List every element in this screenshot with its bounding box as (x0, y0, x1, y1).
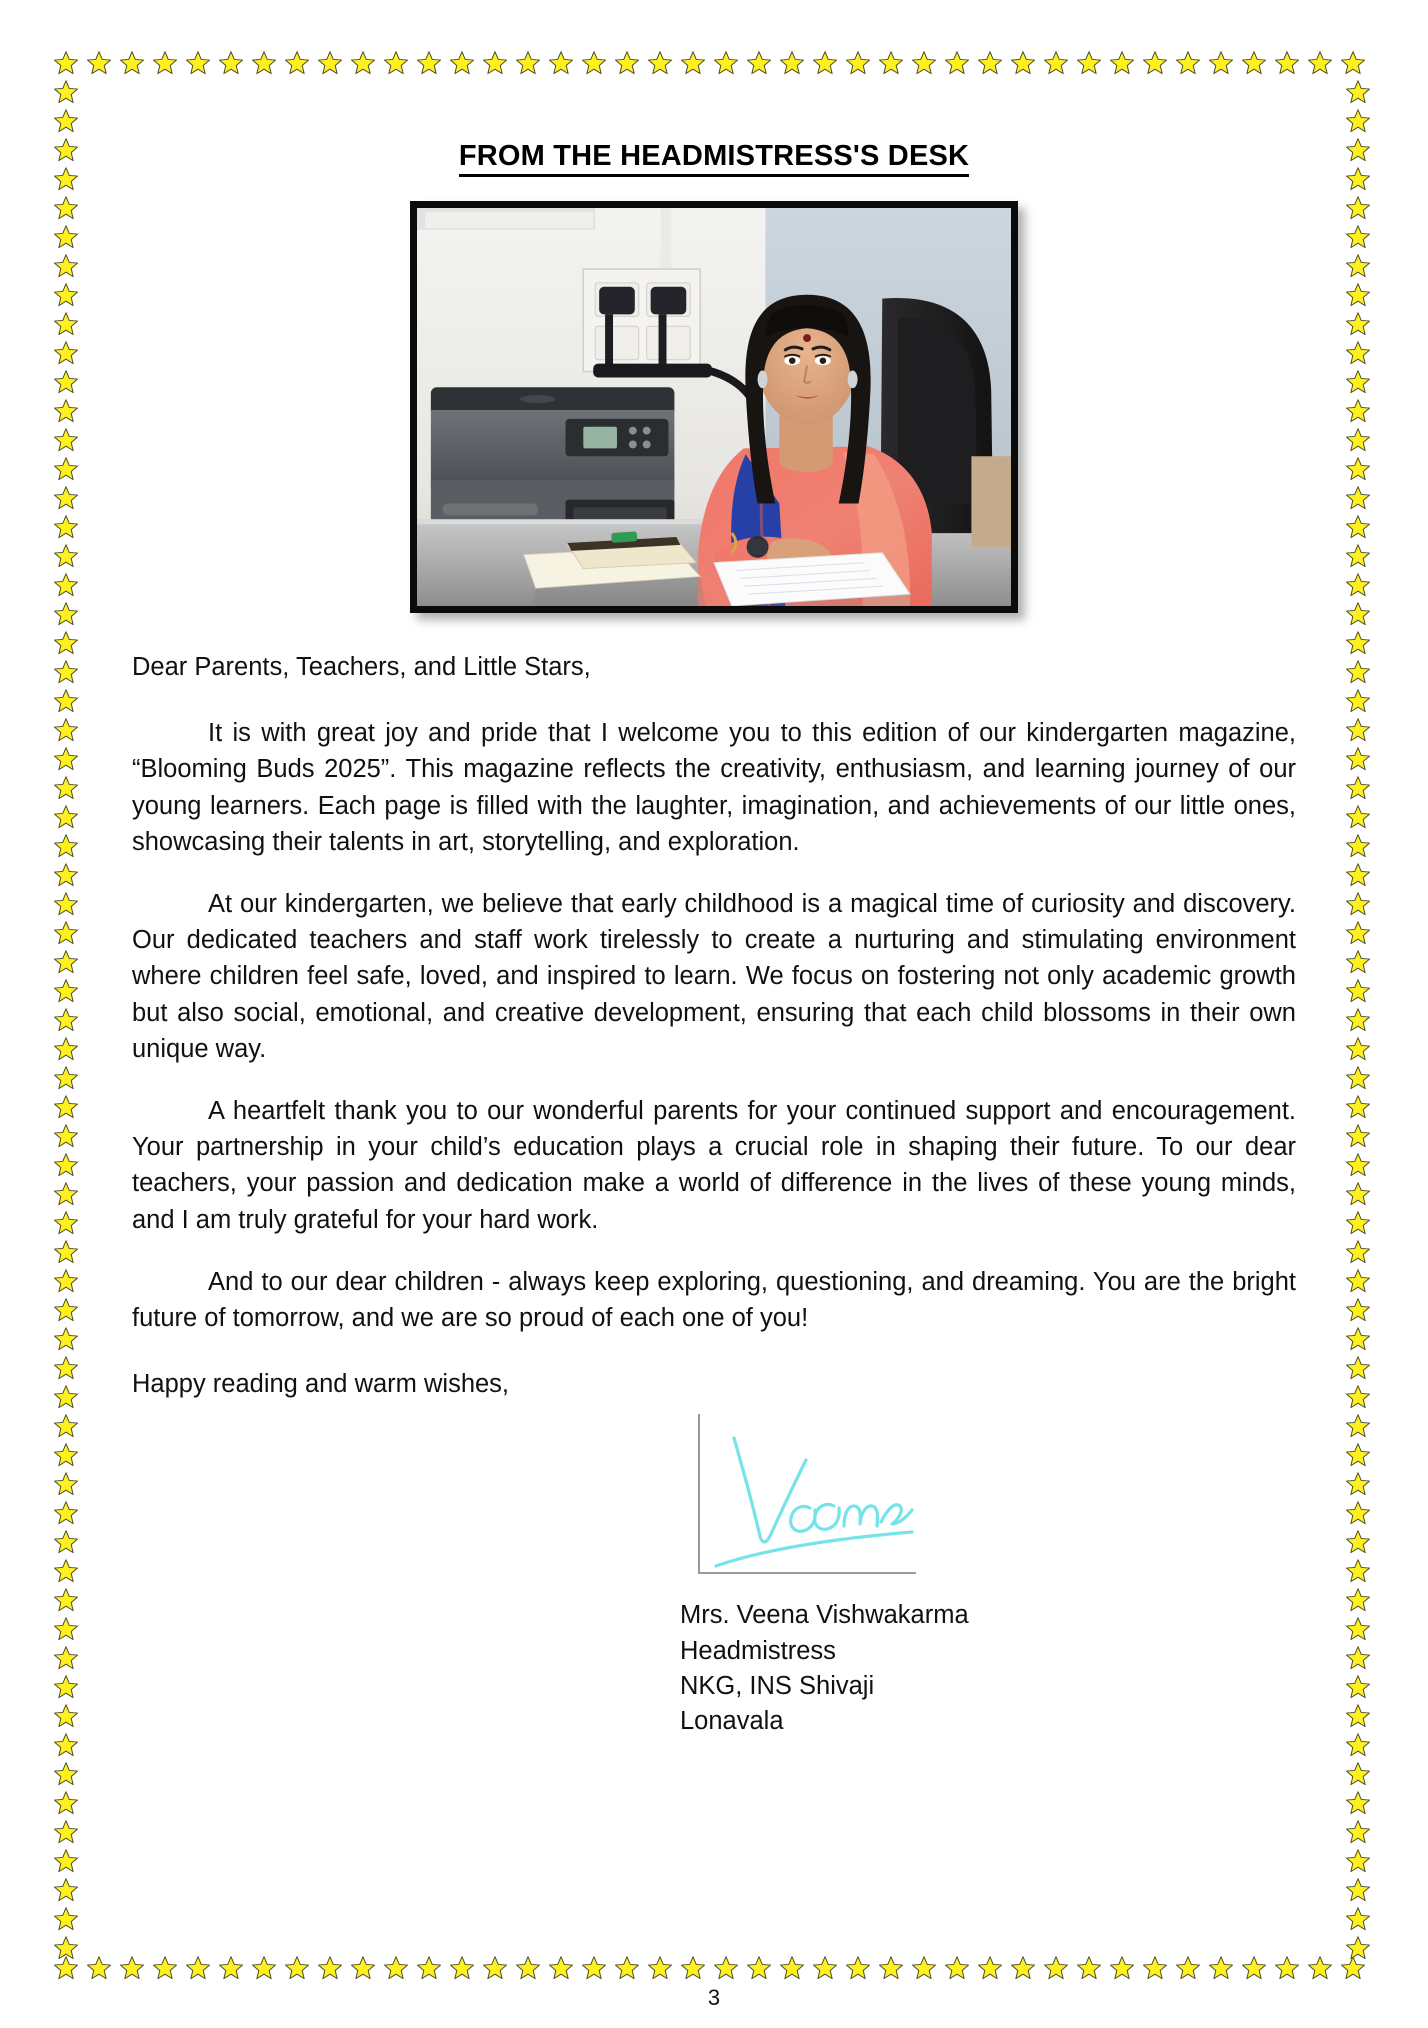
star-icon (1345, 1906, 1371, 1932)
star-icon (1345, 1790, 1371, 1816)
star-icon (53, 456, 79, 482)
star-icon (548, 1955, 574, 1981)
star-icon (1340, 1955, 1366, 1981)
star-icon (1345, 601, 1371, 627)
star-icon (53, 1529, 79, 1555)
star-icon (614, 50, 640, 76)
star-icon (1175, 50, 1201, 76)
letter-content (132, 140, 1296, 1736)
star-icon (1345, 746, 1371, 772)
star-icon (1340, 50, 1366, 76)
star-icon (713, 1955, 739, 1981)
star-icon (53, 1616, 79, 1642)
star-icon (53, 340, 79, 366)
star-icon (746, 50, 772, 76)
star-icon (614, 1955, 640, 1981)
star-icon (944, 50, 970, 76)
star-icon (53, 485, 79, 511)
star-icon (53, 891, 79, 917)
star-icon (1345, 1819, 1371, 1845)
star-icon (1345, 659, 1371, 685)
star-icon (53, 1877, 79, 1903)
star-icon (350, 1955, 376, 1981)
star-icon (251, 50, 277, 76)
star-icon (1345, 804, 1371, 830)
star-icon (1345, 1123, 1371, 1149)
star-icon (1345, 1877, 1371, 1903)
star-icon (1345, 1645, 1371, 1671)
star-icon (1345, 1094, 1371, 1120)
star-icon (1241, 1955, 1267, 1981)
star-icon (1076, 1955, 1102, 1981)
star-icon (1345, 282, 1371, 308)
star-icon (746, 1955, 772, 1981)
star-icon (1345, 949, 1371, 975)
star-icon (53, 833, 79, 859)
star-icon (416, 50, 442, 76)
star-icon (1010, 1955, 1036, 1981)
star-icon (1345, 920, 1371, 946)
signature-details (680, 1598, 969, 1739)
star-icon (515, 1955, 541, 1981)
star-icon (53, 688, 79, 714)
signature-block (132, 1408, 1296, 1736)
star-icon (53, 1065, 79, 1091)
star-icon (1345, 427, 1371, 453)
star-icon (449, 1955, 475, 1981)
star-icon (1345, 398, 1371, 424)
star-icon (416, 1955, 442, 1981)
star-icon (53, 1645, 79, 1671)
star-icon (53, 427, 79, 453)
star-icon (1345, 1500, 1371, 1526)
star-icon (383, 50, 409, 76)
star-icon (1307, 50, 1333, 76)
star-icon (1208, 50, 1234, 76)
star-icon (53, 804, 79, 830)
star-icon (449, 50, 475, 76)
star-icon (53, 398, 79, 424)
star-icon (53, 920, 79, 946)
star-icon (1345, 195, 1371, 221)
star-icon (53, 137, 79, 163)
star-icon (53, 717, 79, 743)
star-icon (53, 1181, 79, 1207)
star-icon (1345, 978, 1371, 1004)
star-icon (911, 1955, 937, 1981)
star-icon (53, 1268, 79, 1294)
star-icon (1345, 1036, 1371, 1062)
letter-paragraph-4: And to our dear children - always keep exploring, questioning, and dreaming. You are the bright future of tomorrow, and we are so proud of each one of you! (132, 1267, 1296, 1333)
star-icon (713, 50, 739, 76)
star-icon (1345, 224, 1371, 250)
photo-image (417, 208, 1011, 606)
star-icon (53, 224, 79, 250)
page-title-text: FROM THE HEADMISTRESS'S DESK (459, 140, 969, 177)
star-icon (53, 1471, 79, 1497)
star-icon (1043, 1955, 1069, 1981)
star-icon (317, 50, 343, 76)
star-icon (1142, 1955, 1168, 1981)
signature-name: Mrs. Veena Vishwakarma (680, 1601, 969, 1630)
star-icon (53, 1732, 79, 1758)
star-icon (1345, 1471, 1371, 1497)
star-icon (53, 1123, 79, 1149)
star-icon (1345, 137, 1371, 163)
star-icon (317, 1955, 343, 1981)
star-icon (1345, 717, 1371, 743)
star-icon (53, 601, 79, 627)
star-icon (53, 1007, 79, 1033)
star-icon (482, 50, 508, 76)
star-icon (1345, 1703, 1371, 1729)
star-icon (1043, 50, 1069, 76)
star-icon (53, 1848, 79, 1874)
star-icon (1345, 108, 1371, 134)
star-icon (1345, 1935, 1371, 1961)
star-icon (53, 1413, 79, 1439)
star-icon (1175, 1955, 1201, 1981)
letter-paragraph-2: At our kindergarten, we believe that early childhood is a magical time of curiosity and discovery. Our dedicated teachers and staff work tirelessly to create a nurturing and stimulating environment where children feel safe, loved, and inspired to learn. We focus on fostering not only academic growth but also social, emotional, and creative development, ensuring that each child blossoms in their own unique way. (132, 890, 1296, 1063)
star-icon (53, 775, 79, 801)
star-icon (152, 50, 178, 76)
star-icon (1345, 1152, 1371, 1178)
star-icon (1109, 1955, 1135, 1981)
star-icon (53, 1674, 79, 1700)
star-icon (878, 50, 904, 76)
star-icon (1345, 630, 1371, 656)
star-icon (647, 1955, 673, 1981)
letter-closing: Happy reading and warm wishes, (132, 1370, 510, 1399)
star-icon (1345, 1761, 1371, 1787)
star-icon (812, 50, 838, 76)
star-icon (1345, 485, 1371, 511)
star-icon (1345, 1239, 1371, 1265)
star-icon (185, 50, 211, 76)
letter-paragraph-1: It is with great joy and pride that I welcome you to this edition of our kindergarten magazine, “Blooming Buds 2025”. This magazine reflects the creativity, enthusiasm, and learning journey of our young learners. Each page is filled with the laughter, imagination, and achievements of our little ones, showcasing their talents in art, storytelling, and exploration. (132, 719, 1296, 856)
star-icon (680, 1955, 706, 1981)
signature-designation: Headmistress (680, 1636, 836, 1665)
star-icon (53, 369, 79, 395)
star-icon (53, 1094, 79, 1120)
letter-body (132, 649, 1296, 1402)
star-icon (680, 50, 706, 76)
star-icon (1345, 1007, 1371, 1033)
star-icon (53, 1210, 79, 1236)
star-icon (482, 1955, 508, 1981)
star-icon (1345, 1732, 1371, 1758)
star-icon (1345, 572, 1371, 598)
star-icon (1345, 1268, 1371, 1294)
star-icon (1345, 543, 1371, 569)
star-icon (53, 79, 79, 105)
star-icon (1109, 50, 1135, 76)
star-icon (53, 195, 79, 221)
star-icon (53, 282, 79, 308)
star-icon (1345, 1297, 1371, 1323)
star-icon (53, 1384, 79, 1410)
star-icon (1345, 1616, 1371, 1642)
star-icon (1241, 50, 1267, 76)
star-icon (1345, 1674, 1371, 1700)
star-icon (1307, 1955, 1333, 1981)
letter-paragraph-3: A heartfelt thank you to our wonderful parents for your continued support and encouragement. Your partnership in your child’s education plays a crucial role in shaping their future. To our dear teachers, your passion and dedication make a world of difference in the lives of these young minds, and I am truly grateful for your hard work. (132, 1097, 1296, 1234)
star-icon (1345, 1210, 1371, 1236)
star-icon (185, 1955, 211, 1981)
star-icon (53, 1935, 79, 1961)
star-icon (119, 1955, 145, 1981)
star-icon (53, 253, 79, 279)
star-icon (53, 978, 79, 1004)
page-title (132, 140, 1296, 173)
star-icon (53, 50, 79, 76)
star-icon (1345, 862, 1371, 888)
star-icon (845, 50, 871, 76)
star-icon (350, 50, 376, 76)
star-icon (53, 1819, 79, 1845)
star-icon (878, 1955, 904, 1981)
star-icon (53, 1587, 79, 1613)
star-icon (1345, 891, 1371, 917)
star-icon (53, 1703, 79, 1729)
star-icon (1345, 514, 1371, 540)
star-icon (944, 1955, 970, 1981)
photo-frame (410, 201, 1018, 613)
star-icon (53, 1152, 79, 1178)
star-icon (1208, 1955, 1234, 1981)
signature-institution: NKG, INS Shivaji (680, 1671, 875, 1700)
star-icon (53, 108, 79, 134)
star-icon (1345, 775, 1371, 801)
signature-handwriting (698, 1414, 958, 1584)
star-icon (53, 949, 79, 975)
star-icon (1345, 340, 1371, 366)
star-icon (53, 166, 79, 192)
headmistress-photo (410, 201, 1018, 613)
star-icon (53, 1442, 79, 1468)
star-icon (1345, 79, 1371, 105)
star-icon (152, 1955, 178, 1981)
star-icon (1274, 1955, 1300, 1981)
star-icon (53, 862, 79, 888)
star-icon (53, 659, 79, 685)
star-icon (53, 1036, 79, 1062)
star-icon (218, 1955, 244, 1981)
star-icon (86, 1955, 112, 1981)
star-icon (1345, 1326, 1371, 1352)
star-icon (53, 1500, 79, 1526)
star-icon (1345, 166, 1371, 192)
star-icon (53, 543, 79, 569)
star-icon (53, 1355, 79, 1381)
star-icon (1345, 1384, 1371, 1410)
star-icon (1345, 833, 1371, 859)
star-icon (977, 1955, 1003, 1981)
star-icon (911, 50, 937, 76)
star-icon (53, 1761, 79, 1787)
star-icon (383, 1955, 409, 1981)
star-icon (53, 1297, 79, 1323)
star-icon (1345, 369, 1371, 395)
star-icon (53, 1906, 79, 1932)
star-icon (119, 50, 145, 76)
signature-location: Lonavala (680, 1707, 784, 1736)
page-number: 3 (707, 1985, 721, 2010)
star-icon (53, 630, 79, 656)
star-icon (218, 50, 244, 76)
letter-salutation: Dear Parents, Teachers, and Little Stars, (132, 653, 591, 681)
star-icon (53, 1558, 79, 1584)
star-icon (53, 1790, 79, 1816)
star-icon (515, 50, 541, 76)
star-icon (53, 514, 79, 540)
star-icon (53, 1955, 79, 1981)
star-icon (812, 1955, 838, 1981)
star-icon (1345, 1529, 1371, 1555)
star-icon (1010, 50, 1036, 76)
star-icon (284, 1955, 310, 1981)
star-icon (53, 746, 79, 772)
star-icon (647, 50, 673, 76)
star-icon (1345, 1181, 1371, 1207)
star-icon (548, 50, 574, 76)
star-icon (581, 50, 607, 76)
star-icon (1345, 1065, 1371, 1091)
star-icon (1345, 1413, 1371, 1439)
star-icon (1274, 50, 1300, 76)
star-icon (53, 311, 79, 337)
star-icon (779, 50, 805, 76)
star-icon (1076, 50, 1102, 76)
star-icon (1345, 1442, 1371, 1468)
star-icon (1345, 1848, 1371, 1874)
star-icon (284, 50, 310, 76)
star-icon (977, 50, 1003, 76)
star-icon (53, 572, 79, 598)
star-icon (1345, 253, 1371, 279)
star-icon (1345, 311, 1371, 337)
star-icon (1345, 1558, 1371, 1584)
star-icon (86, 50, 112, 76)
star-icon (1345, 688, 1371, 714)
star-icon (845, 1955, 871, 1981)
star-icon (1345, 456, 1371, 482)
star-icon (1345, 1355, 1371, 1381)
star-icon (53, 1326, 79, 1352)
star-icon (53, 1239, 79, 1265)
star-icon (581, 1955, 607, 1981)
star-icon (251, 1955, 277, 1981)
star-icon (1142, 50, 1168, 76)
star-icon (779, 1955, 805, 1981)
star-icon (1345, 1587, 1371, 1613)
